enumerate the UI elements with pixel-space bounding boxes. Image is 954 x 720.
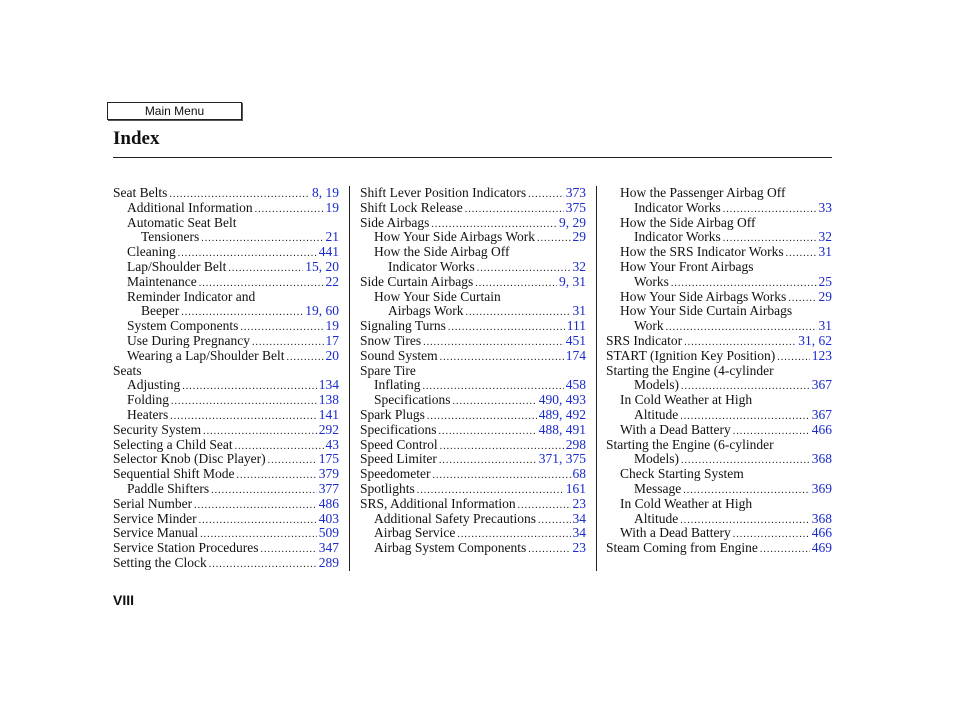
dot-leader <box>538 514 571 529</box>
dot-leader <box>171 395 317 410</box>
index-entry-text: How the Passenger Airbag Off <box>620 185 786 200</box>
page-reference-link[interactable]: 490, 493 <box>538 392 586 408</box>
index-entry-text: Specifications <box>374 392 451 408</box>
index-entry-text: Works <box>634 273 669 289</box>
dot-leader <box>427 410 537 425</box>
index-entry <box>606 364 832 379</box>
index-entry[interactable] <box>606 541 832 556</box>
index-entry-text: How the SRS Indicator Works <box>620 244 784 260</box>
index-entry[interactable] <box>360 526 586 541</box>
index-entry[interactable] <box>606 319 832 334</box>
title-divider <box>113 157 832 158</box>
index-entry[interactable] <box>113 452 339 467</box>
index-entry-text: Indicator Works <box>634 229 721 245</box>
dot-leader <box>777 351 810 366</box>
index-entry[interactable] <box>360 482 586 497</box>
index-entry[interactable] <box>360 216 586 231</box>
page-reference-link[interactable]: 377 <box>318 480 339 496</box>
page-reference-link[interactable]: 20 <box>325 347 339 363</box>
dot-leader <box>201 232 323 247</box>
index-entry-text: Paddle Shifters <box>127 480 210 496</box>
dot-leader <box>199 514 317 529</box>
index-entry[interactable] <box>113 230 339 245</box>
index-entry-text: SRS Indicator <box>606 332 683 348</box>
index-entry-text: Snow Tires <box>360 332 422 348</box>
index-entry-text: Cleaning <box>127 244 176 260</box>
index-entry-text: Indicator Works <box>634 199 721 215</box>
index-entry <box>360 364 586 379</box>
page-reference-link[interactable]: 32 <box>818 229 832 245</box>
index-entry-text: Setting the Clock <box>113 554 207 570</box>
page-reference-link[interactable]: 289 <box>318 554 339 570</box>
index-entry-text: Side Airbags <box>360 214 430 230</box>
index-entry-text: Spotlights <box>360 480 415 496</box>
index-entry[interactable] <box>606 482 832 497</box>
index-entry-text: Specifications <box>360 421 437 437</box>
dot-leader <box>194 499 317 514</box>
dot-leader <box>786 247 817 262</box>
dot-leader <box>237 469 317 484</box>
index-entry[interactable] <box>360 201 586 216</box>
index-entry <box>113 364 339 379</box>
dot-leader <box>209 558 317 573</box>
index-entry-text: Altitude <box>634 406 679 422</box>
index-entry-text: How Your Side Airbags Works <box>620 288 787 304</box>
page-reference-link[interactable]: 31 <box>818 244 832 260</box>
index-entry-text: Adjusting <box>127 377 181 393</box>
index-entry-text: How the Side Airbag Off <box>374 244 510 260</box>
page-reference-link[interactable]: 34 <box>572 510 586 526</box>
index-entry-text: Selector Knob (Disc Player) <box>113 451 266 467</box>
index-entry-text: How the Side Airbag Off <box>620 214 756 230</box>
index-entry-text: START (Ignition Key Position) <box>606 347 776 363</box>
dot-leader <box>465 203 564 218</box>
index-entry <box>360 290 586 305</box>
index-entry[interactable] <box>606 334 832 349</box>
index-entry-text: Spark Plugs <box>360 406 425 422</box>
page-reference-link[interactable]: 111 <box>566 318 586 334</box>
dot-leader <box>255 203 324 218</box>
index-entry[interactable] <box>360 260 586 275</box>
index-entry[interactable] <box>606 526 832 541</box>
page-reference-link[interactable]: 68 <box>572 466 586 482</box>
dot-leader <box>666 321 817 336</box>
index-entry[interactable] <box>360 467 586 482</box>
page-reference-link[interactable]: 17 <box>325 332 339 348</box>
page-reference-link[interactable]: 33 <box>818 199 832 215</box>
dot-leader <box>477 262 571 277</box>
page-reference-link[interactable]: 31 <box>572 303 586 319</box>
dot-leader <box>211 484 317 499</box>
index-entry-text: Shift Lock Release <box>360 199 463 215</box>
index-entry-text: Seats <box>113 362 142 378</box>
dot-leader <box>528 543 570 558</box>
index-entry[interactable] <box>606 290 832 305</box>
column-divider <box>596 186 597 571</box>
dot-leader <box>432 469 570 484</box>
dot-leader <box>440 351 564 366</box>
page-reference-link[interactable]: 15, 20 <box>305 258 339 274</box>
index-entry-text: Use During Pregnancy <box>127 332 250 348</box>
page-reference-link[interactable]: 29 <box>572 229 586 245</box>
dot-leader <box>423 336 564 351</box>
index-entry <box>606 438 832 453</box>
column-divider <box>349 186 350 571</box>
page-reference-link[interactable]: 486 <box>318 495 339 511</box>
index-entry[interactable] <box>113 349 339 364</box>
index-entry[interactable] <box>360 408 586 423</box>
index-entry[interactable] <box>113 467 339 482</box>
index-entry-text: Additional Information <box>127 199 253 215</box>
dot-leader <box>228 262 303 277</box>
index-entry-text: How Your Side Curtain Airbags <box>620 303 793 319</box>
page-reference-link[interactable]: 458 <box>565 377 586 393</box>
index-entry-text: Airbag System Components <box>374 540 527 556</box>
index-entry-text: Beeper <box>141 303 180 319</box>
index-entry[interactable] <box>606 275 832 290</box>
index-entry <box>606 216 832 231</box>
index-entry[interactable] <box>113 541 339 556</box>
index-entry-text: Models) <box>634 451 679 467</box>
index-entry-text: Signaling Turns <box>360 318 446 334</box>
page-reference-link[interactable]: 9, 29 <box>559 214 586 230</box>
index-entry[interactable] <box>113 260 339 275</box>
index-entry[interactable] <box>113 393 339 408</box>
index-entry[interactable] <box>606 230 832 245</box>
index-entry[interactable] <box>360 378 586 393</box>
page-reference-link[interactable]: 379 <box>318 466 339 482</box>
index-entry[interactable] <box>606 245 832 260</box>
index-entry[interactable] <box>606 378 832 393</box>
index-entry-text: Serial Number <box>113 495 193 511</box>
page-reference-link[interactable]: 347 <box>318 540 339 556</box>
index-entry-text: Service Minder <box>113 510 197 526</box>
index-entry[interactable] <box>360 423 586 438</box>
page-reference-link[interactable]: 509 <box>318 525 339 541</box>
index-entry <box>606 304 832 319</box>
index-entry-text: SRS, Additional Information <box>360 495 516 511</box>
dot-leader <box>466 306 571 321</box>
page-reference-link[interactable]: 134 <box>318 377 339 393</box>
page-reference-link[interactable]: 34 <box>572 525 586 541</box>
index-entry-text: Shift Lever Position Indicators <box>360 185 527 200</box>
page-reference-link[interactable]: 292 <box>318 421 339 437</box>
index-entry <box>606 393 832 408</box>
index-entry[interactable] <box>360 304 586 319</box>
index-entry-text: How Your Front Airbags <box>620 258 754 274</box>
page-reference-link[interactable]: 123 <box>811 347 832 363</box>
page-reference-link[interactable]: 138 <box>318 392 339 408</box>
index-entry[interactable] <box>360 275 586 290</box>
index-entry[interactable] <box>113 526 339 541</box>
page-reference-link[interactable]: 466 <box>811 525 832 541</box>
dot-leader <box>452 395 536 410</box>
dot-leader <box>448 321 565 336</box>
index-entry[interactable] <box>360 393 586 408</box>
index-entry-text: Selecting a Child Seat <box>113 436 233 452</box>
index-entry-text: Seat Belts <box>113 185 168 200</box>
index-entry[interactable] <box>360 349 586 364</box>
page-reference-link[interactable]: 8, 19 <box>312 185 339 200</box>
page-reference-link[interactable]: 469 <box>811 540 832 556</box>
index-entry-text: Indicator Works <box>388 258 475 274</box>
index-entry-text: Models) <box>634 377 679 393</box>
index-entry-text: Service Station Procedures <box>113 540 259 556</box>
index-entry-text: Speed Limiter <box>360 451 437 467</box>
index-entry <box>606 260 832 275</box>
index-entry[interactable] <box>360 334 586 349</box>
index-entry-text: Automatic Seat Belt <box>127 214 237 230</box>
page-reference-link[interactable]: 489, 492 <box>538 406 586 422</box>
index-entry-text: Security System <box>113 421 202 437</box>
index-entry-text: Check Starting System <box>620 466 744 482</box>
index-entry-text: Sequential Shift Mode <box>113 466 235 482</box>
index-entry[interactable] <box>113 512 339 527</box>
dot-leader <box>268 454 317 469</box>
index-entry[interactable] <box>606 349 832 364</box>
index-entry-text: Starting the Engine (4-cylinder <box>606 362 774 378</box>
page-reference-link[interactable]: 369 <box>811 480 832 496</box>
index-entry[interactable] <box>113 245 339 260</box>
index-entry-text: Sound System <box>360 347 438 363</box>
index-entry-text: Folding <box>127 392 170 408</box>
index-entry <box>113 216 339 231</box>
main-menu-button[interactable]: Main Menu <box>107 102 242 120</box>
index-column-2 <box>360 186 586 556</box>
index-entry[interactable] <box>360 497 586 512</box>
index-entry[interactable] <box>606 423 832 438</box>
index-entry-text: Message <box>634 480 682 496</box>
page-reference-link[interactable]: 373 <box>565 185 586 200</box>
page-reference-link[interactable]: 375 <box>565 199 586 215</box>
index-entry-text: Tensioners <box>141 229 200 245</box>
index-entry-text: Reminder Indicator and <box>127 288 256 304</box>
dot-leader <box>287 351 324 366</box>
index-entry[interactable] <box>113 438 339 453</box>
page-reference-link[interactable]: 31 <box>818 318 832 334</box>
index-entry[interactable] <box>113 304 339 319</box>
index-entry-text: Steam Coming from Engine <box>606 540 758 556</box>
index-entry[interactable] <box>113 334 339 349</box>
index-entry[interactable] <box>113 201 339 216</box>
index-entry[interactable] <box>360 541 586 556</box>
index-entry-text: Additional Safety Precautions <box>374 510 536 526</box>
index-entry-text: Spare Tire <box>360 362 416 378</box>
index-entry <box>606 186 832 201</box>
index-entry-text: Work <box>634 318 664 334</box>
index-entry-text: In Cold Weather at High <box>620 495 753 511</box>
page-title: Index <box>113 128 160 149</box>
page-reference-link[interactable]: 22 <box>325 273 339 289</box>
page-reference-link[interactable]: 19 <box>325 318 339 334</box>
page-reference-link[interactable]: 368 <box>811 451 832 467</box>
index-entry-text: Wearing a Lap/Shoulder Belt <box>127 347 285 363</box>
index-entry[interactable] <box>113 482 339 497</box>
index-entry <box>360 245 586 260</box>
index-entry[interactable] <box>113 378 339 393</box>
page-reference-link[interactable]: 488, 491 <box>538 421 586 437</box>
index-entry <box>113 290 339 305</box>
index-column-1 <box>113 186 339 571</box>
index-entry[interactable] <box>113 497 339 512</box>
index-entry-text: With a Dead Battery <box>620 421 731 437</box>
index-entry-text: Heaters <box>127 406 169 422</box>
dot-leader <box>788 292 816 307</box>
index-entry[interactable] <box>606 201 832 216</box>
dot-leader <box>182 380 316 395</box>
index-entry[interactable] <box>360 319 586 334</box>
page-number: VIII <box>113 592 135 608</box>
index-entry[interactable] <box>113 186 339 201</box>
page-reference-link[interactable]: 367 <box>811 406 832 422</box>
page-reference-link[interactable]: 451 <box>565 332 586 348</box>
index-entry[interactable] <box>360 512 586 527</box>
page-reference-link[interactable]: 175 <box>318 451 339 467</box>
index-entry-text: Speed Control <box>360 436 438 452</box>
index-entry[interactable] <box>113 319 339 334</box>
dot-leader <box>240 321 323 336</box>
page-reference-link[interactable]: 403 <box>318 510 339 526</box>
page-reference-link[interactable]: 161 <box>565 480 586 496</box>
index-entry-text: Airbags Work <box>388 303 464 319</box>
index-entry[interactable] <box>606 408 832 423</box>
page-reference-link[interactable]: 367 <box>811 377 832 393</box>
page-reference-link[interactable]: 9, 31 <box>559 273 586 289</box>
page-reference-link[interactable]: 23 <box>572 495 586 511</box>
index-entry <box>606 497 832 512</box>
dot-leader <box>760 543 810 558</box>
dot-leader <box>439 454 537 469</box>
index-entry-text: How Your Side Curtain <box>374 288 501 304</box>
dot-leader <box>438 425 536 440</box>
page-reference-link[interactable]: 466 <box>811 421 832 437</box>
index-entry[interactable] <box>360 452 586 467</box>
page-reference-link[interactable]: 23 <box>572 540 586 556</box>
dot-leader <box>260 543 316 558</box>
index-entry-text: How Your Side Airbags Work <box>374 229 536 245</box>
page-reference-link[interactable]: 174 <box>565 347 586 363</box>
index-entry[interactable] <box>360 438 586 453</box>
index-entry[interactable] <box>113 556 339 571</box>
dot-leader <box>528 188 564 203</box>
index-entry[interactable] <box>360 230 586 245</box>
index-entry-text: Starting the Engine (6-cylinder <box>606 436 774 452</box>
index-entry-text: System Components <box>127 318 239 334</box>
index-entry-text: Maintenance <box>127 273 197 289</box>
index-entry <box>606 467 832 482</box>
page-reference-link[interactable]: 25 <box>818 273 832 289</box>
index-entry-text: Airbag Service <box>374 525 456 541</box>
index-column-3 <box>606 186 832 556</box>
index-entry[interactable] <box>113 408 339 423</box>
index-entry[interactable] <box>113 275 339 290</box>
page-reference-link[interactable]: 31, 62 <box>798 332 832 348</box>
page-reference-link[interactable]: 32 <box>572 258 586 274</box>
page-reference-link[interactable]: 21 <box>325 229 339 245</box>
index-entry[interactable] <box>606 452 832 467</box>
page-reference-link[interactable]: 368 <box>811 510 832 526</box>
page-reference-link[interactable]: 19, 60 <box>305 303 339 319</box>
index-entry[interactable] <box>360 186 586 201</box>
index-entry-text: Side Curtain Airbags <box>360 273 474 289</box>
index-entry[interactable] <box>113 423 339 438</box>
index-entry[interactable] <box>606 512 832 527</box>
index-entry-text: Service Manual <box>113 525 199 541</box>
index-entry-text: Speedometer <box>360 466 431 482</box>
index-entry-text: Inflating <box>374 377 421 393</box>
page-reference-link[interactable]: 43 <box>325 436 339 452</box>
index-entry-text: Lap/Shoulder Belt <box>127 258 227 274</box>
page-reference-link[interactable]: 371, 375 <box>538 451 586 467</box>
index-entry-text: Altitude <box>634 510 679 526</box>
page-reference-link[interactable]: 298 <box>565 436 586 452</box>
page-reference-link[interactable]: 29 <box>818 288 832 304</box>
page-reference-link[interactable]: 141 <box>318 406 339 422</box>
page-reference-link[interactable]: 441 <box>318 244 339 260</box>
index-entry-text: With a Dead Battery <box>620 525 731 541</box>
dot-leader <box>537 232 570 247</box>
index-entry-text: In Cold Weather at High <box>620 392 753 408</box>
page-reference-link[interactable]: 19 <box>325 199 339 215</box>
